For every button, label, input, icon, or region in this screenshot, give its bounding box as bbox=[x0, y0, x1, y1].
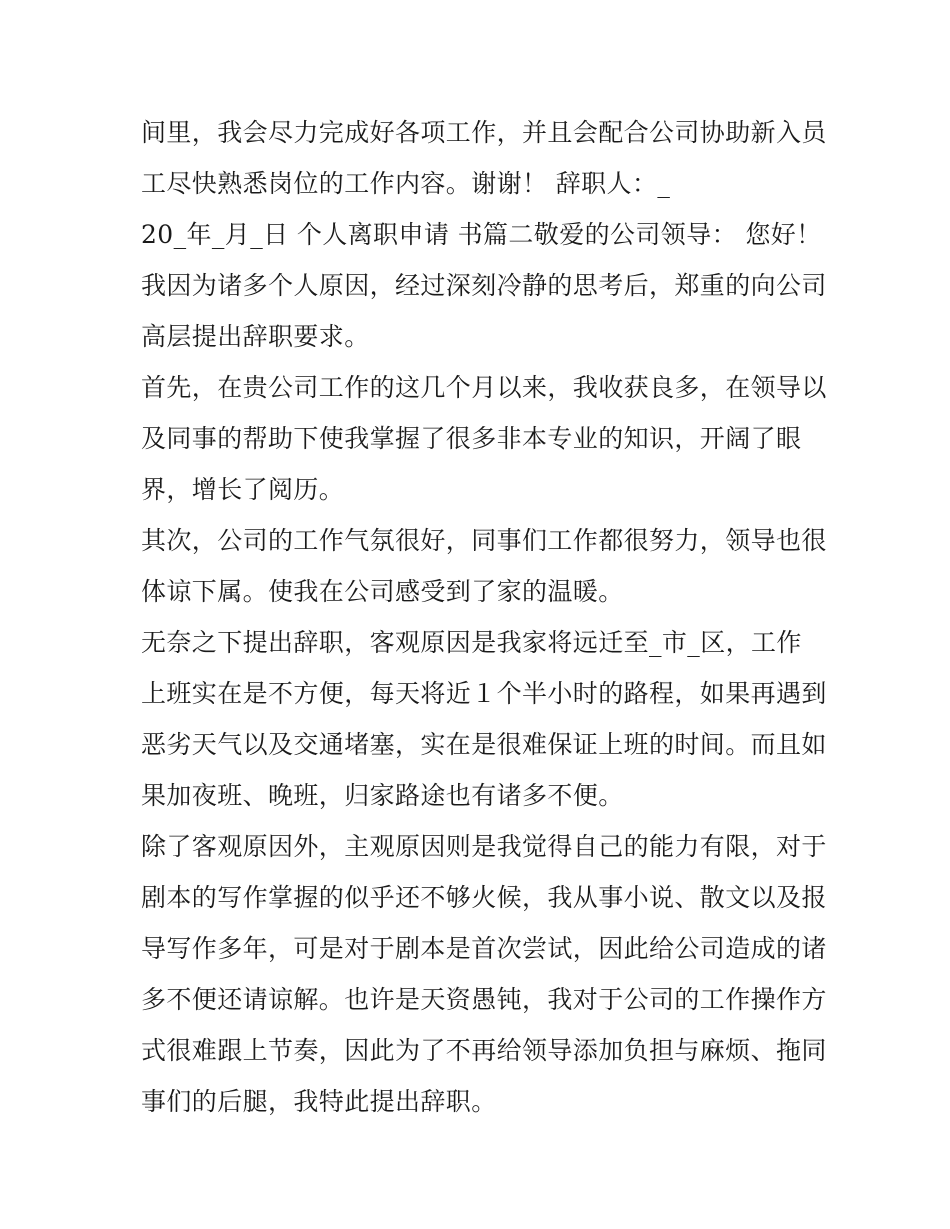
document-body bbox=[141, 107, 827, 1127]
text-line: 高层提出辞职要求。 bbox=[141, 322, 370, 351]
text-line: 多不便还请谅解。也许是天资愚钝，我对于公司的工作操作方 bbox=[141, 985, 827, 1014]
text-line: 间里，我会尽力完成好各项工作，并且会配合公司协助新入员 bbox=[141, 118, 827, 147]
text-line: 恶劣天气以及交通堵塞，实在是很难保证上班的时间。而且如 bbox=[141, 730, 827, 759]
text-line: 体谅下属。使我在公司感受到了家的温暖。 bbox=[141, 577, 624, 606]
text-line: 无奈之下提出辞职，客观原因是我家将远迁至_市_区，工作 bbox=[141, 628, 802, 657]
text-line: 工尽快熟悉岗位的工作内容。谢谢！ 辞职人：_ bbox=[141, 169, 671, 198]
text-line: 界，增长了阅历。 bbox=[141, 475, 345, 504]
text-line: 除了客观原因外，主观原因则是我觉得自己的能力有限，对于 bbox=[141, 832, 827, 861]
text-line: 式很难跟上节奏，因此为了不再给领导添加负担与麻烦、拖同 bbox=[141, 1036, 827, 1065]
text-line: 果加夜班、晚班，归家路途也有诸多不便。 bbox=[141, 781, 624, 810]
text-line: 及同事的帮助下使我掌握了很多非本专业的知识，开阔了眼 bbox=[141, 424, 802, 453]
text-line: 我因为诸多个人原因，经过深刻冷静的思考后，郑重的向公司 bbox=[141, 271, 827, 300]
text-line: 事们的后腿，我特此提出辞职。 bbox=[141, 1087, 497, 1116]
text-line: 20_年_月_日 个人离职申请 书篇二敬爱的公司领导： 您好！ bbox=[141, 220, 822, 249]
text-line: 上班实在是不方便，每天将近１个半小时的路程，如果再遇到 bbox=[141, 679, 827, 708]
text-line: 其次，公司的工作气氛很好，同事们工作都很努力，领导也很 bbox=[141, 526, 827, 555]
text-line: 首先，在贵公司工作的这几个月以来，我收获良多，在领导以 bbox=[141, 373, 827, 402]
text-line: 导写作多年，可是对于剧本是首次尝试，因此给公司造成的诸 bbox=[141, 934, 827, 963]
text-line: 剧本的写作掌握的似乎还不够火候，我从事小说、散文以及报 bbox=[141, 883, 827, 912]
